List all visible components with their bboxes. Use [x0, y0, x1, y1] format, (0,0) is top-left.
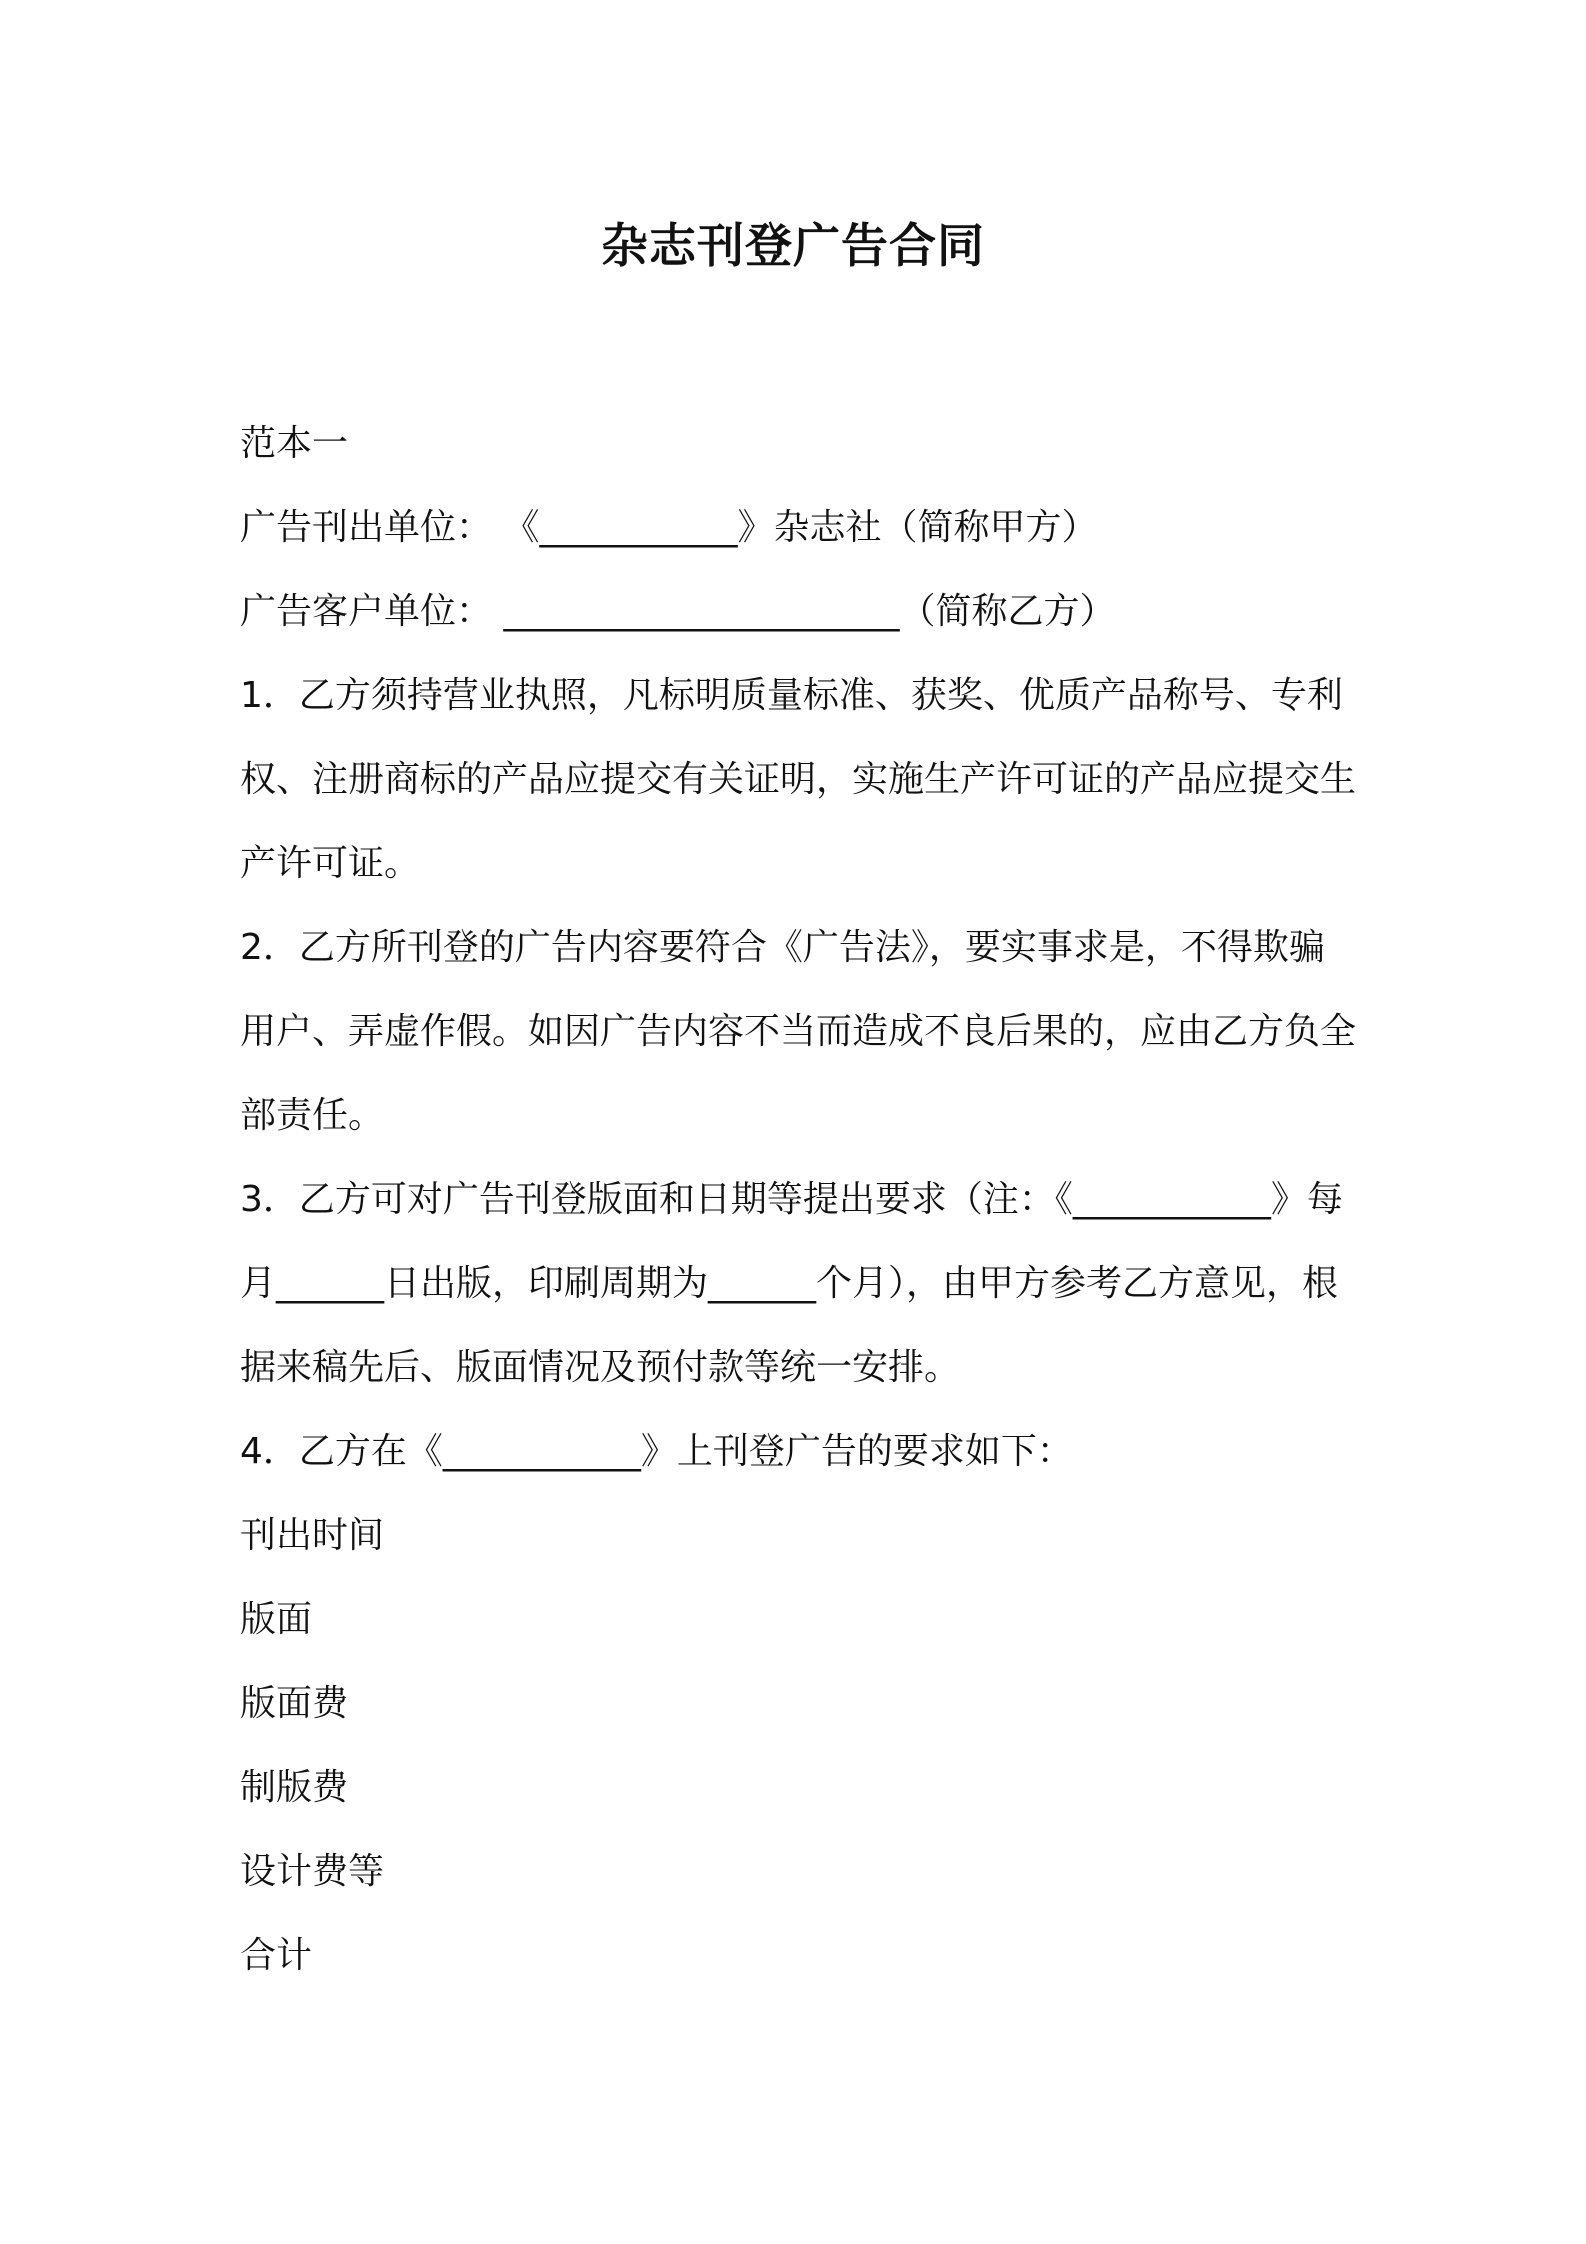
clause-2: 2．乙方所刊登的广告内容要符合《广告法》，要实事求是，不得欺骗用户、弄虚作假。如因广告内容不当而造成不良后果的，应由乙方负全部责任。	[240, 927, 1357, 1136]
requirement-item-design-fee: 设计费等	[240, 1851, 385, 1892]
template-label: 范本一	[240, 423, 349, 464]
requirement-item-layout-fee: 版面费	[240, 1683, 349, 1724]
document-title: 杂志刊登广告合同	[601, 219, 985, 274]
publisher-line: 广告刊出单位： 《___________》杂志社（简称甲方）	[240, 507, 1098, 548]
requirement-item-layout: 版面	[240, 1599, 313, 1640]
clause-4: 4．乙方在《___________》上刊登广告的要求如下：	[240, 1431, 1073, 1472]
client-line: 广告客户单位： ______________________（简称乙方）	[240, 591, 1116, 632]
requirement-item-total: 合计	[240, 1935, 313, 1976]
clause-1: 1．乙方须持营业执照，凡标明质量标准、获奖、优质产品称号、专利权、注册商标的产品应提交有关证明，实施生产许可证的产品应提交生产许可证。	[240, 675, 1357, 884]
requirement-item-publish-time: 刊出时间	[240, 1515, 385, 1556]
clause-3: 3．乙方可对广告刊登版面和日期等提出要求（注：《___________》每月______日出版，印刷周期为______个月），由甲方参考乙方意见，根据来稿先后、版面情况及预付款等统一安排。	[240, 1179, 1343, 1388]
document-body	[240, 402, 1360, 1998]
requirement-item-plate-fee: 制版费	[240, 1767, 349, 1808]
